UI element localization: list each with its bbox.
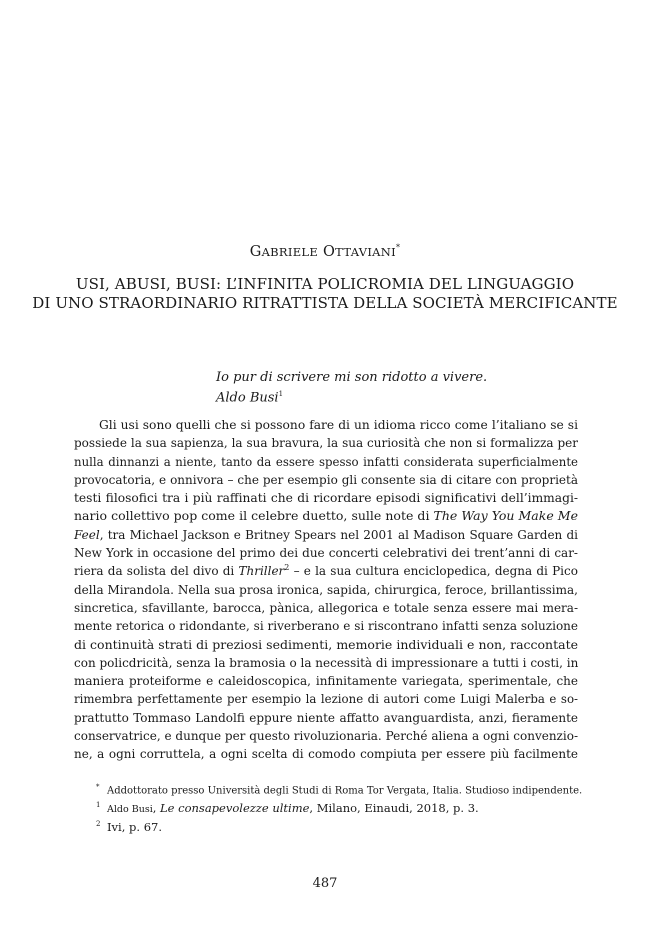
- song-title-end: Feel: [74, 527, 100, 542]
- footnote-marker: 1: [96, 801, 101, 810]
- footnote-text: Addottorato presso Università degli Studi di Roma Tor Vergata, Italia. Studioso indipendente.: [107, 785, 583, 797]
- title-line-1: USI, ABUSI, BUSI: L’INFINITA POLICROMIA DEL LINGUAGGIO: [75, 275, 575, 293]
- body-line: maniera proteiforme e caleidoscopica, infinitamente variegata, sperimentale, che: [74, 674, 578, 689]
- footnote-marker: 2: [96, 820, 101, 829]
- body-line: mente retorica o ridondante, si riverberano e si riscontrano infatti senza soluzione: [74, 619, 578, 634]
- footnote-text: Ivi, p. 67.: [107, 819, 162, 834]
- footnote-book-title: Le consapevolezze ultime: [160, 801, 310, 816]
- body-line: [74, 507, 578, 525]
- body-text: [74, 416, 578, 764]
- body-text-run: nario collettivo pop come il celebre duetto, sulle note di: [74, 508, 430, 524]
- song-title: The Way You Make Me: [433, 508, 578, 524]
- footnote-text: , Milano, Einaudi, 2018, p. 3.: [309, 801, 479, 816]
- body-line: rimembra perfettamente per esempio la lezione di autori come Luigi Malerba e so-: [74, 692, 578, 707]
- body-line: Gli usi sono quelli che si possono fare di un idioma ricco come l’italiano se si: [99, 418, 578, 432]
- body-line: sincretica, sfavillante, barocca, pànica, allegorica e totale senza essere mai mera-: [74, 600, 578, 615]
- author-name: [0, 243, 650, 260]
- body-line: testi filosofici tra i più raffinati che di ricordare episodi significativi dell’immagi-: [74, 491, 578, 506]
- author-initial: G: [249, 243, 262, 260]
- author-footnote-marker: *: [396, 243, 401, 252]
- body-line: possiede la sua sapienza, la sua bravura, la sua curiosità che non si formalizza per: [74, 436, 578, 451]
- author-last-initial: O: [322, 243, 336, 260]
- article-title: [0, 275, 650, 313]
- author-last-rest: TTAVIANI: [335, 244, 396, 259]
- body-line: conservatrice, e dunque per questo rivoluzionaria. Perché aliena a ogni convenzio-: [74, 729, 578, 744]
- footnote-author: Aldo Busi: [107, 804, 153, 816]
- body-line: [74, 562, 578, 580]
- epigraph: [216, 370, 546, 406]
- body-line: ne, a ogni corruttela, a ogni scelta di comodo compiuta per essere più facilmente: [74, 747, 578, 762]
- title-line-2: DI UNO STRAORDINARIO RITRATTISTA DELLA SOCIETÀ MERCIFICANTE: [32, 294, 618, 312]
- body-text-run: – e la sua cultura enciclopedica, degna di Pico: [293, 564, 578, 579]
- footnote-2: [96, 817, 586, 835]
- album-title: Thriller: [238, 564, 285, 579]
- footnote-ref-2[interactable]: 2: [284, 563, 290, 573]
- body-text-run: , tra Michael Jackson e Britney Spears nel 2001 al Madison Square Garden di: [99, 527, 578, 542]
- body-line: [74, 526, 578, 544]
- body-line: provocatoria, e onnivora – che per esempio gli consente sia di citare con proprietà: [74, 472, 578, 487]
- body-line: della Mirandola. Nella sua prosa ironica, sapida, chirurgica, feroce, brillantissima,: [74, 582, 578, 597]
- body-line: New York in occasione del primo dei due concerti celebrativi dei trent’anni di car-: [74, 546, 578, 561]
- epigraph-author: Aldo Busi: [216, 390, 279, 406]
- body-line: con policdricità, senza la bramosia o la necessità di impressionare a tutti i costi, in: [74, 655, 579, 670]
- epigraph-footnote-marker: 1: [278, 390, 284, 398]
- epigraph-attribution: [216, 386, 546, 406]
- footnote-1: $^1$ Aldo Busi, Le consapevolezze ultime, Milano, Einaudi, 2018, p. 3.: [96, 798, 586, 817]
- body-line: di continuità strati di preziosi sedimenti, memorie individuali e non, raccontate: [74, 636, 578, 652]
- body-line: prattutto Tommaso Landolfi eppure niente affatto avanguardista, anzi, fieramente: [74, 710, 578, 725]
- body-text-run: riera da solista del divo di: [74, 564, 235, 579]
- footnotes: [96, 780, 586, 835]
- body-line: nulla dinnanzi a niente, tanto da essere spesso infatti considerata superficialmente: [74, 454, 578, 469]
- epigraph-quote: Io pur di scrivere mi son ridotto a vivere.: [216, 370, 488, 385]
- footnote-author-affiliation: [96, 780, 586, 798]
- footnote-marker: *: [96, 783, 100, 791]
- author-first-rest: ABRIELE: [261, 244, 319, 259]
- page-number: 487: [312, 876, 338, 891]
